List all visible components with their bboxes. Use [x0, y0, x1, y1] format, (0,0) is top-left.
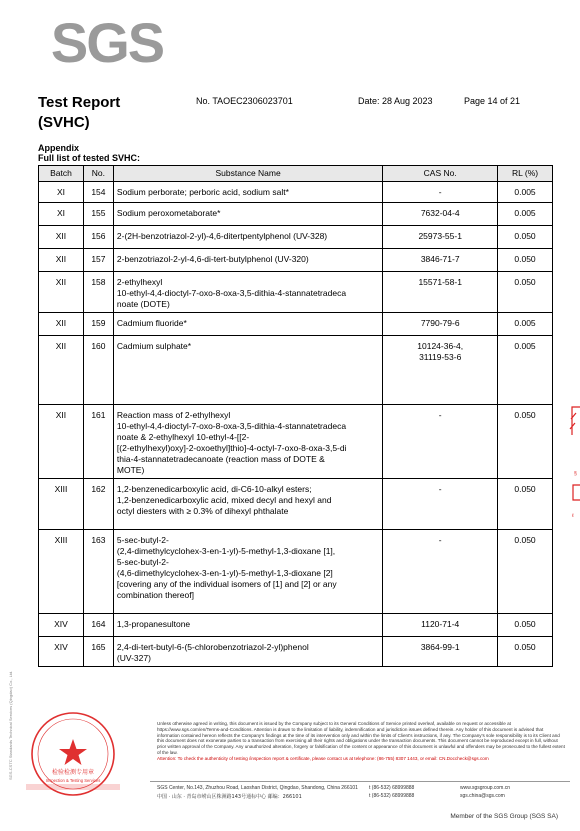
substance-cell: 5-sec-butyl-2- (2,4-dimethylcyclohex-3-en-1-yl)-5-methyl-1,3-dioxane [1], 5-sec-butyl-2- (4,6-dimethylcyclohex-3-en-1-yl)-5-methyl-1,3-dioxane [2] [covering any of the individual isomers of [1] and [2] or any combination thereof]: [113, 530, 382, 614]
table-row: [39, 336, 553, 405]
batch-cell: XII: [39, 272, 84, 313]
batch-cell: XII: [39, 405, 84, 479]
table-row: [39, 313, 553, 336]
cas-cell: 15571-58-1: [383, 272, 498, 313]
cas-cell: 7632-04-4: [383, 203, 498, 226]
table-row: [39, 530, 553, 614]
substance-cell: 2-benzotriazol-2-yl-4,6-di-tert-butylphenol (UV-320): [113, 249, 382, 272]
cas-cell: -: [383, 182, 498, 203]
cas-cell: 3864-99-1: [383, 637, 498, 667]
svg-text:ℓ: ℓ: [572, 513, 574, 519]
stamp-edge-mark: [566, 405, 580, 520]
substance-cell: Reaction mass of 2-ethylhexyl 10-ethyl-4,4-dioctyl-7-oxo-8-oxa-3,5-dithia-4-stannatetradeca noate & 2-ethylhexyl 10-ethyl-4-[[2- [(2-ethylhexyl)oxy]-2-oxoethyl]thio]-4-octyl-7-oxo-8-oxa-3,5-di thia-4-stannatetradecanoate (reaction mass of DOTE & MOTE): [113, 405, 382, 479]
substance-cell: 2-(2H-benzotriazol-2-yl)-4,6-ditertpentylphenol (UV-328): [113, 226, 382, 249]
report-title-line1: Test Report: [38, 94, 121, 111]
substance-cell: Sodium perborate; perboric acid, sodium salt*: [113, 182, 382, 203]
batch-cell: XII: [39, 249, 84, 272]
disclaimer-text: Unless otherwise agreed in writing, this document is issued by the Company subject to its General Conditions of Service printed overleaf, available on request or accessible at https://www.sgs.com/en/Terms-and-Conditions. Attention is drawn to the limitation of liability, indemnification and jurisdiction issues defined therein. Any holder of this document is advised that information contained hereon reflects the Company's findings at the time of its intervention only and within the limits of Client's instructions, if any. The Company's sole responsibility is to its Client and this document does not exonerate parties to a transaction from exercising all their rights and obligations under the transaction documents. This document cannot be reproduced except in full, without prior written approval of the Company. Any unauthorized alteration, forgery or falsification of the content or appearance of this document is unlawful and offenders may be prosecuted to the fullest extent of the law.: [157, 721, 565, 755]
page-number: Page 14 of 21: [464, 96, 521, 106]
table-row: [39, 249, 553, 272]
no-cell: 161: [83, 405, 113, 479]
table-row: [39, 637, 553, 667]
header-no: No.: [83, 166, 113, 182]
attention-text: Attention: To check the authenticity of testing /inspection report & certificate, please contact us at telephone: (86-755) 8307 1443, or email: CN.Doccheck@sgs.com: [157, 755, 489, 761]
no-cell: 160: [83, 336, 113, 405]
no-cell: 163: [83, 530, 113, 614]
cas-cell: -: [383, 530, 498, 614]
inspection-seal: [30, 711, 116, 797]
cas-cell: 10124-36-4, 31119-53-6: [383, 336, 498, 405]
svg-text:§: §: [574, 471, 577, 477]
address-english: SGS Center, No.143, Zhuzhou Road, Laoshan District, Qingdao, Shandong, China 266101: [157, 785, 358, 791]
batch-cell: XIII: [39, 530, 84, 614]
batch-cell: XII: [39, 336, 84, 405]
email[interactable]: sgs.china@sgs.com: [460, 793, 505, 799]
batch-cell: XI: [39, 182, 84, 203]
header-substance: Substance Name: [113, 166, 382, 182]
seal-english-text: Inspection & Testing Services: [45, 778, 101, 783]
rl-cell: 0.050: [498, 530, 553, 614]
footer-divider: [150, 781, 570, 782]
table-row: [39, 226, 553, 249]
no-cell: 162: [83, 479, 113, 530]
rl-cell: 0.050: [498, 226, 553, 249]
address-chinese: 中国 · 山东 · 青岛市崂山区株洲路143号通标中心 邮编：266101: [157, 794, 302, 800]
cas-cell: 25973-55-1: [383, 226, 498, 249]
header-cas: CAS No.: [383, 166, 498, 182]
phone-2: t (86-532) 68999888: [369, 793, 415, 799]
substance-cell: Cadmium fluoride*: [113, 313, 382, 336]
batch-cell: XII: [39, 226, 84, 249]
table-row: [39, 479, 553, 530]
vertical-company-text: SGS-CSTC Standards Technical Services (Qingdao) Co., Ltd.: [8, 670, 13, 780]
cas-cell: -: [383, 479, 498, 530]
no-cell: 154: [83, 182, 113, 203]
table-row: [39, 614, 553, 637]
website[interactable]: www.sgsgroup.com.cn: [460, 785, 511, 791]
rl-cell: 0.050: [498, 272, 553, 313]
appendix-label: Appendix: [38, 143, 80, 153]
substance-cell: Sodium peroxometaborate*: [113, 203, 382, 226]
no-cell: 156: [83, 226, 113, 249]
table-row: [39, 203, 553, 226]
header-batch: Batch: [39, 166, 84, 182]
rl-cell: 0.005: [498, 203, 553, 226]
seal-chinese-text: 检验检测专用章: [51, 769, 95, 776]
report-title: [38, 93, 120, 133]
table-header-row: [39, 166, 553, 182]
rl-cell: 0.005: [498, 182, 553, 203]
report-number: No. TAOEC2306023701: [196, 96, 293, 106]
rl-cell: 0.050: [498, 614, 553, 637]
batch-cell: XII: [39, 313, 84, 336]
sgs-logo: [50, 11, 164, 74]
list-title: Full list of tested SVHC:: [38, 153, 141, 163]
disclaimer: [157, 721, 565, 762]
svhc-table: [38, 165, 553, 667]
substance-cell: 1,2-benzenedicarboxylic acid, di-C6-10-alkyl esters; 1,2-benzenedicarboxylic acid, mixed decyl and hexyl and octyl diesters with ≥ 0.3% of dihexyl phthalate: [113, 479, 382, 530]
batch-cell: XIV: [39, 614, 84, 637]
sgs-logo-text: SGS: [50, 11, 164, 74]
header-rl: RL (%): [498, 166, 553, 182]
no-cell: 158: [83, 272, 113, 313]
batch-cell: XIV: [39, 637, 84, 667]
rl-cell: 0.050: [498, 479, 553, 530]
table-row: [39, 272, 553, 313]
rl-cell: 0.050: [498, 637, 553, 667]
rl-cell: 0.050: [498, 249, 553, 272]
cas-cell: -: [383, 405, 498, 479]
no-cell: 159: [83, 313, 113, 336]
rl-cell: 0.005: [498, 336, 553, 405]
cas-cell: 1120-71-4: [383, 614, 498, 637]
report-title-line2: (SVHC): [38, 114, 90, 131]
no-cell: 165: [83, 637, 113, 667]
cas-cell: 7790-79-6: [383, 313, 498, 336]
no-cell: 157: [83, 249, 113, 272]
member-text: Member of the SGS Group (SGS SA): [450, 813, 558, 820]
batch-cell: XIII: [39, 479, 84, 530]
substance-cell: Cadmium sulphate*: [113, 336, 382, 405]
table-row: [39, 182, 553, 203]
report-date: Date: 28 Aug 2023: [358, 96, 433, 106]
table-row: [39, 405, 553, 479]
no-cell: 164: [83, 614, 113, 637]
substance-cell: 2,4-di-tert-butyl-6-(5-chlorobenzotriazol-2-yl)phenol (UV-327): [113, 637, 382, 667]
cas-cell: 3846-71-7: [383, 249, 498, 272]
batch-cell: XI: [39, 203, 84, 226]
no-cell: 155: [83, 203, 113, 226]
phone-1: t (86-532) 68999888: [369, 785, 415, 791]
substance-cell: 1,3-propanesultone: [113, 614, 382, 637]
substance-cell: 2-ethylhexyl 10-ethyl-4,4-dioctyl-7-oxo-8-oxa-3,5-dithia-4-stannatetradeca noate (DOTE): [113, 272, 382, 313]
rl-cell: 0.005: [498, 313, 553, 336]
rl-cell: 0.050: [498, 405, 553, 479]
